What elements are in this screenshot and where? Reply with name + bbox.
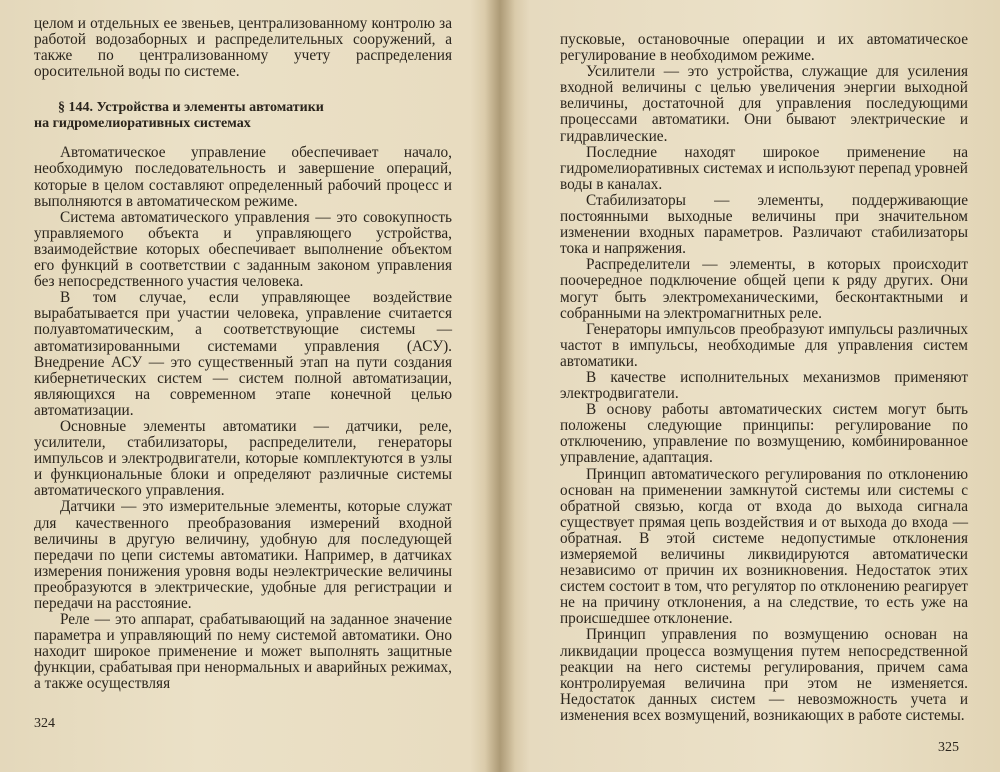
left-page-continuation: целом и отдельных ее звеньев, централизованному контролю за работой водозаборных и распределительных сооружений, а также по централизованному учету распределения оросительной воды по системе. <box>34 15 452 81</box>
right-page <box>560 32 968 724</box>
paragraph: Принцип управления по возмущению основан на ликвидации процесса возмущения путем непосредственной реакции на него системы регулирования, причем сама контролируемая величина при этом не изменяется. Недостаток данных систем — невозможность учета и изменения всех возмущений, возникающих в работе системы. <box>560 626 968 724</box>
left-page <box>34 16 452 693</box>
book-gutter <box>485 0 515 772</box>
paragraph: Реле — это аппарат, срабатывающий на заданное значение параметра и управляющий по нему системой автоматики. Оно находит широкое применение и может выполнять защитные функции, срабатывая при ненормальных и аварийных режимах, а также осуществляя <box>34 611 452 693</box>
section-heading-line-1: § 144. Устройства и элементы автоматики <box>58 100 324 116</box>
page-number-right: 325 <box>938 740 959 755</box>
paragraph: В том случае, если управляющее воздействие вырабатывается при участии человека, управление считается полуавтоматическим, а соответствующие системы — автоматизированными системами управления (АСУ). Внедрение АСУ — это существенный этап на пути создания кибернетических систем — систем полной автоматизации, являющихся на современном этапе конечной целью автоматизации. <box>34 289 452 419</box>
section-heading <box>34 100 452 132</box>
paragraph: Система автоматического управления — это совокупность управляемого объекта и управляющего устройства, взаимодействие которых обеспечивает выполнение объектом его функций в соответствии с заданным законом управления без непосредственного участия человека. <box>34 208 452 291</box>
section-heading-line-2: на гидромелиоративных системах <box>34 116 251 132</box>
paragraph: Принцип автоматического регулирования по отклонению основан на применении замкнутой системы или системы с обратной связью, когда от входа до выхода сигнала существует прямая цепь воздействия и от выхода до входа — обратная. В этой системе недопустимые отклонения измеряемой величины ликвидируются автоматически независимо от причин их возникновения. Недостаток этих систем состоит в том, что регулятор по отклонению реагирует не на причину отклонения, а на следствие, то есть уже на происшедшее отклонение. <box>560 465 968 628</box>
paragraph: Генераторы импульсов преобразуют импульсы различных частот в импульсы, необходимые для управления систем автоматики. <box>560 320 968 370</box>
paragraph: Основные элементы автоматики — датчики, реле, усилители, стабилизаторы, распределители, генераторы импульсов и электродвигатели, которые комплектуются в узлы и функциональные блоки и определяют различные системы автоматического управления. <box>34 417 452 500</box>
paragraph: Последние находят широкое применение на гидромелиоративных системах и используют перепад уровней воды в каналах. <box>560 143 968 193</box>
paragraph: Распределители — элементы, в которых происходит поочередное подключение общей цепи к ряду других. Они могут быть электромеханическими, бесконтактными и собранными на электромагнитных реле. <box>560 256 968 322</box>
right-page-continuation: пусковые, остановочные операции и их автоматическое регулирование в необходимом режиме. <box>560 31 968 65</box>
page-number-left: 324 <box>34 716 55 731</box>
paragraph: Автоматическое управление обеспечивает начало, необходимую последовательность и завершение операций, которые в целом составляют определенный рабочий процесс и выполняются в автоматическом режиме. <box>34 144 452 210</box>
paragraph: Датчики — это измерительные элементы, которые служат для качественного преобразования измерений входной величины в другую величину, удобную для последующей передачи по цепи системы автоматики. Например, в датчиках измерения понижения уровня воды неэлектрические величины преобразуются в электрические, удобные для регистрации и передачи на расстояние. <box>34 498 452 612</box>
paragraph: Усилители — это устройства, служащие для усиления входной величины с целью увеличения энергии выходной величины, достаточной для управления последующими процессами автоматики. Они бывают электрические и гидравлические. <box>560 63 968 145</box>
paragraph: Стабилизаторы — элементы, поддерживающие постоянными выходные величины при значительном изменении входных параметров. Различают стабилизаторы тока и напряжения. <box>560 191 968 258</box>
paragraph: В основу работы автоматических систем могут быть положены следующие принципы: регулирование по отключению, управление по возмущению, комбинированное управление, адаптация. <box>560 401 968 467</box>
paragraph: В качестве исполнительных механизмов применяют электродвигатели. <box>560 368 968 403</box>
